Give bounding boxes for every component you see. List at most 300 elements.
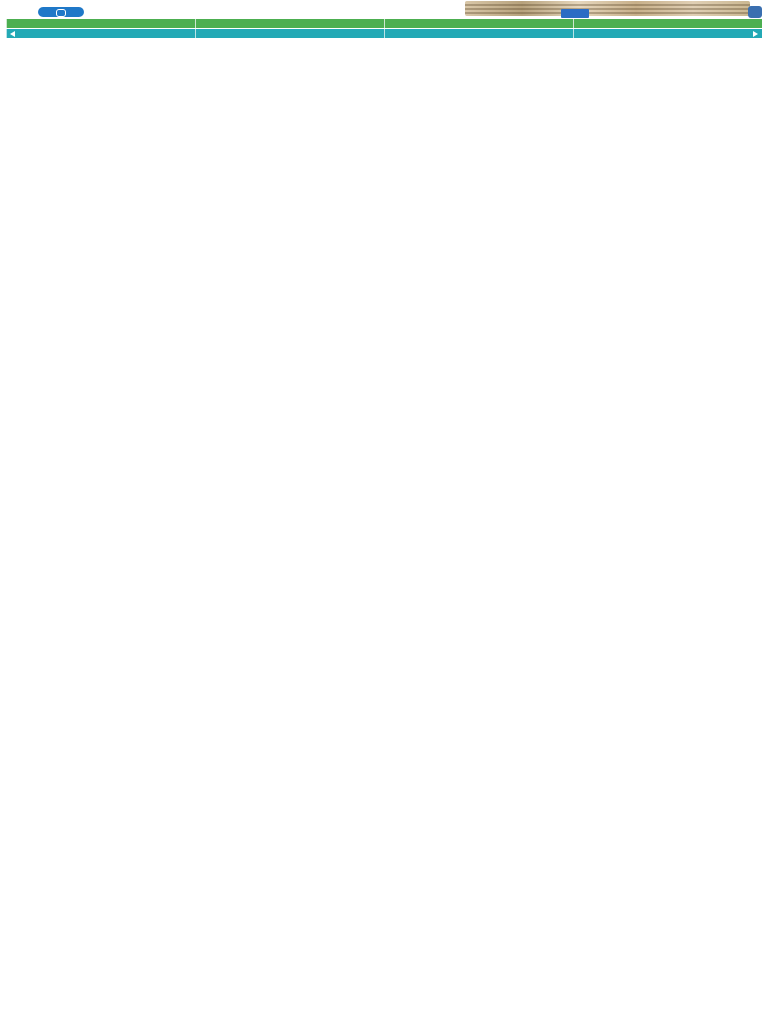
list-item-number [674,918,698,925]
list-item[interactable] [6,691,762,698]
list-item[interactable] [6,918,762,925]
list-item-text [27,925,670,932]
list-item[interactable] [6,155,762,162]
banner-stripe [465,4,750,6]
list-item-number [674,774,698,781]
list-item[interactable] [6,684,762,691]
list-item-number [674,495,698,502]
list-item[interactable] [6,903,762,910]
list-item-number [674,888,698,895]
list-item-number [674,925,698,932]
list-item[interactable] [6,563,762,570]
list-item-text [24,631,670,638]
list-item-text [26,827,670,834]
list-item[interactable] [6,533,762,540]
list-item-number [674,442,698,449]
list-item[interactable] [6,706,762,713]
list-item-number [674,940,698,947]
list-item[interactable] [6,140,762,147]
list-item-number [674,593,698,600]
list-item-text [77,397,670,404]
list-item[interactable] [6,895,762,902]
list-item[interactable] [6,163,762,170]
list-item-number [674,986,698,993]
list-item-number [674,993,698,1000]
list-item-text [18,948,670,955]
list-item-text [117,699,670,706]
list-item-text [108,722,670,729]
list-item-text [71,714,670,721]
list-item-text [74,102,670,109]
list-item[interactable] [6,412,762,419]
list-item-text [64,933,670,940]
list-item[interactable] [6,722,762,729]
list-item-number [674,699,698,706]
list-item-text [42,586,670,593]
list-item-text [91,865,670,872]
list-item[interactable] [6,284,762,291]
list-item[interactable] [6,238,762,245]
list-item-number [674,903,698,910]
list-item-number [674,963,698,970]
list-item[interactable] [6,948,762,955]
primary-nav [6,19,762,28]
list-item-number [674,865,698,872]
list-item[interactable] [6,933,762,940]
list-item-text [125,578,670,585]
list-item-text [92,57,670,64]
list-item-text [82,888,670,895]
list-item-text [98,646,670,653]
nav-tab[interactable] [573,19,762,28]
list-item[interactable] [6,359,762,366]
list-item[interactable] [6,427,762,434]
list-item[interactable] [6,133,762,140]
list-item[interactable] [6,601,762,608]
list-item[interactable] [6,993,762,1000]
list-item-text [119,895,670,902]
list-item-number [674,805,698,812]
list-item-number [674,744,698,751]
list-item-text [121,185,670,192]
list-item-text [52,661,670,668]
list-item[interactable] [6,631,762,638]
list-item-text [129,65,670,72]
list-item-text [75,201,670,208]
list-item[interactable] [6,1001,762,1008]
list-item[interactable] [6,457,762,464]
list-item-number [674,223,698,230]
list-item-number [674,789,698,796]
list-item-number [674,608,698,615]
list-item-text [80,691,670,698]
list-item[interactable] [6,525,762,532]
site-logo-icon[interactable] [748,6,762,18]
list-item-text [28,118,670,125]
nav-tab[interactable] [384,19,573,28]
list-item-number [674,208,698,215]
list-item[interactable] [6,646,762,653]
list-item-text [136,752,670,759]
list-item-number [674,185,698,192]
list-item[interactable] [6,986,762,993]
list-item-text [54,857,670,864]
list-item[interactable] [6,925,762,932]
list-item-text [36,903,670,910]
list-item-text [60,540,670,547]
list-item-text [95,352,670,359]
list-item[interactable] [6,676,762,683]
prev-arrow-icon[interactable] [10,31,15,37]
list-item-number [674,367,698,374]
list-item[interactable] [6,178,762,185]
list-item-text [18,42,670,49]
list-item-text [31,412,670,419]
list-item[interactable] [6,269,762,276]
list-item-text [134,555,670,562]
list-item-number [674,284,698,291]
list-item[interactable] [6,827,762,834]
list-item[interactable] [6,50,762,57]
list-item[interactable] [6,374,762,381]
list-item-number [674,404,698,411]
list-item-number [674,548,698,555]
list-item[interactable] [6,774,762,781]
list-item-text [104,329,670,336]
list-item[interactable] [6,752,762,759]
list-item[interactable] [6,654,762,661]
list-item[interactable] [6,57,762,64]
list-item[interactable] [6,480,762,487]
nav-tab[interactable] [384,29,573,38]
list-item-number [674,782,698,789]
list-item-number [674,420,698,427]
list-item-text [35,805,670,812]
list-item-number [674,50,698,57]
list-item-number [674,956,698,963]
list-item[interactable] [6,767,762,774]
list-item[interactable] [6,971,762,978]
list-item[interactable] [6,571,762,578]
list-item-number [674,133,698,140]
list-item-number [674,155,698,162]
list-item[interactable] [6,125,762,132]
list-item-text [96,450,670,457]
list-item[interactable] [6,503,762,510]
list-item[interactable] [6,193,762,200]
list-item[interactable] [6,540,762,547]
list-item-text [99,744,670,751]
banner-badge [561,9,589,18]
list-item-number [674,518,698,525]
list-item-number [674,457,698,464]
list-item-number [674,971,698,978]
list-item[interactable] [6,699,762,706]
list-item-text [79,593,670,600]
list-item-text [55,956,670,963]
list-item-text [94,253,670,260]
list-item-number [674,57,698,64]
list-item[interactable] [6,850,762,857]
list-item-number [674,118,698,125]
list-item[interactable] [6,314,762,321]
list-item[interactable] [6,487,762,494]
list-item-number [674,465,698,472]
list-item[interactable] [6,329,762,336]
list-item-number [674,850,698,857]
list-item-text [102,133,670,140]
list-item-text [106,525,670,532]
list-item[interactable] [6,510,762,517]
list-item[interactable] [6,246,762,253]
list-item-text [37,1001,670,1008]
list-item-text [118,797,670,804]
list-item-text [63,835,670,842]
list-item[interactable] [6,593,762,600]
list-item[interactable] [6,495,762,502]
list-item[interactable] [6,797,762,804]
list-item[interactable] [6,110,762,117]
list-item-number [674,820,698,827]
list-item-text [33,608,670,615]
list-item-number [674,752,698,759]
list-item[interactable] [6,450,762,457]
list-item[interactable] [6,789,762,796]
list-item[interactable] [6,865,762,872]
list-item[interactable] [6,1008,762,1015]
list-item-text [25,729,670,736]
list-item-text [62,737,670,744]
list-item[interactable] [6,216,762,223]
list-item[interactable] [6,336,762,343]
list-item[interactable] [6,185,762,192]
nav-tab[interactable] [195,29,384,38]
list-item[interactable] [6,842,762,849]
list-item-number [674,276,698,283]
list-item[interactable] [6,465,762,472]
list-item-text [19,140,670,147]
list-item-text [20,238,670,245]
list-item[interactable] [6,978,762,985]
list-item[interactable] [6,820,762,827]
list-item-number [674,842,698,849]
list-item[interactable] [6,910,762,917]
list-item[interactable] [6,661,762,668]
list-item-number [674,616,698,623]
list-item-text [126,676,670,683]
list-item-number [674,533,698,540]
header-banner [465,1,750,16]
list-item[interactable] [6,261,762,268]
list-item-text [76,299,670,306]
list-item-text [100,842,670,849]
list-item[interactable] [6,669,762,676]
list-item-number [674,389,698,396]
list-item-number [674,306,698,313]
list-item[interactable] [6,201,762,208]
list-item-text [130,163,670,170]
list-item[interactable] [6,367,762,374]
list-item-text [45,880,670,887]
nav-tab[interactable] [195,19,384,28]
list-item-number [674,910,698,917]
nav-tab[interactable] [6,19,195,28]
list-item-text [59,442,670,449]
list-item[interactable] [6,87,762,94]
list-item-text [34,706,670,713]
list-item-text [120,87,670,94]
list-item[interactable] [6,170,762,177]
list-item[interactable] [6,744,762,751]
list-item-number [674,487,698,494]
banner-stripe [465,8,750,10]
list-item-number [674,948,698,955]
list-item[interactable] [6,812,762,819]
nav-tab[interactable] [573,29,762,38]
list-item-text [38,193,670,200]
list-item[interactable] [6,306,762,313]
list-item-number [674,412,698,419]
list-item-number [674,427,698,434]
list-item[interactable] [6,299,762,306]
list-item-text [107,623,670,630]
list-item[interactable] [6,805,762,812]
list-item-number [674,238,698,245]
list-item-number [674,72,698,79]
list-item[interactable] [6,382,762,389]
list-item-text [88,571,670,578]
list-item-number [674,835,698,842]
list-item[interactable] [6,608,762,615]
list-item[interactable] [6,555,762,562]
list-item[interactable] [6,102,762,109]
list-item-number [674,472,698,479]
list-item-number [674,797,698,804]
list-item[interactable] [6,397,762,404]
list-item-text [43,684,670,691]
list-item[interactable] [6,72,762,79]
list-item-text [32,510,670,517]
list-item-text [66,223,670,230]
list-item[interactable] [6,729,762,736]
list-item-number [674,480,698,487]
list-item[interactable] [6,586,762,593]
list-item-text [67,321,670,328]
list-item[interactable] [6,956,762,963]
list-item[interactable] [6,873,762,880]
list-item-text [109,820,670,827]
list-item[interactable] [6,352,762,359]
list-item[interactable] [6,737,762,744]
list-item-number [674,178,698,185]
list-item-number [674,571,698,578]
list-item[interactable] [6,442,762,449]
list-item-number [674,216,698,223]
list-item-text [129,971,670,978]
list-item-text [21,336,670,343]
list-item-number [674,540,698,547]
list-item-number [674,95,698,102]
list-item[interactable] [6,759,762,766]
list-item-number [674,978,698,985]
list-item-number [674,352,698,359]
list-item[interactable] [6,420,762,427]
list-item-text [41,487,670,494]
list-item[interactable] [6,276,762,283]
list-item[interactable] [6,231,762,238]
list-item-text [123,382,670,389]
list-item-number [674,880,698,887]
list-item-text [50,465,670,472]
list-item[interactable] [6,291,762,298]
list-item[interactable] [6,616,762,623]
list-item[interactable] [6,42,762,49]
list-item[interactable] [6,782,762,789]
list-item[interactable] [6,80,762,87]
list-item-text [127,774,670,781]
list-item[interactable] [6,435,762,442]
list-item[interactable] [6,857,762,864]
back-button[interactable] [38,7,84,17]
list-item[interactable] [6,208,762,215]
next-arrow-icon[interactable] [753,31,758,37]
list-item[interactable] [6,835,762,842]
list-item-number [674,163,698,170]
list-item[interactable] [6,344,762,351]
list-item-text [40,389,670,396]
list-item[interactable] [6,148,762,155]
list-item-number [674,669,698,676]
list-item[interactable] [6,389,762,396]
list-item-text [73,910,670,917]
list-item-number [674,269,698,276]
list-item[interactable] [6,963,762,970]
list-item[interactable] [6,548,762,555]
list-item-text [78,495,670,502]
list-item-number [674,722,698,729]
list-item[interactable] [6,623,762,630]
list-item-number [674,314,698,321]
nav-tab[interactable] [6,29,195,38]
list-item-number [674,253,698,260]
list-item-number [674,1008,698,1015]
list-item-number [674,812,698,819]
list-item[interactable] [6,95,762,102]
list-item[interactable] [6,518,762,525]
list-item-number [674,374,698,381]
list-item[interactable] [6,223,762,230]
list-item[interactable] [6,888,762,895]
list-item[interactable] [6,578,762,585]
list-item[interactable] [6,253,762,260]
list-item[interactable] [6,940,762,947]
list-item-number [674,435,698,442]
list-item-text [57,246,670,253]
list-item[interactable] [6,880,762,887]
page-subtitle [190,12,430,19]
list-item-text [29,216,670,223]
list-item[interactable] [6,118,762,125]
list-item-text [97,548,670,555]
list-item[interactable] [6,638,762,645]
list-item[interactable] [6,321,762,328]
list-item[interactable] [6,65,762,72]
list-item-text [92,963,670,970]
list-item[interactable] [6,472,762,479]
list-item[interactable] [6,714,762,721]
list-item[interactable] [6,404,762,411]
list-item-text [68,420,670,427]
